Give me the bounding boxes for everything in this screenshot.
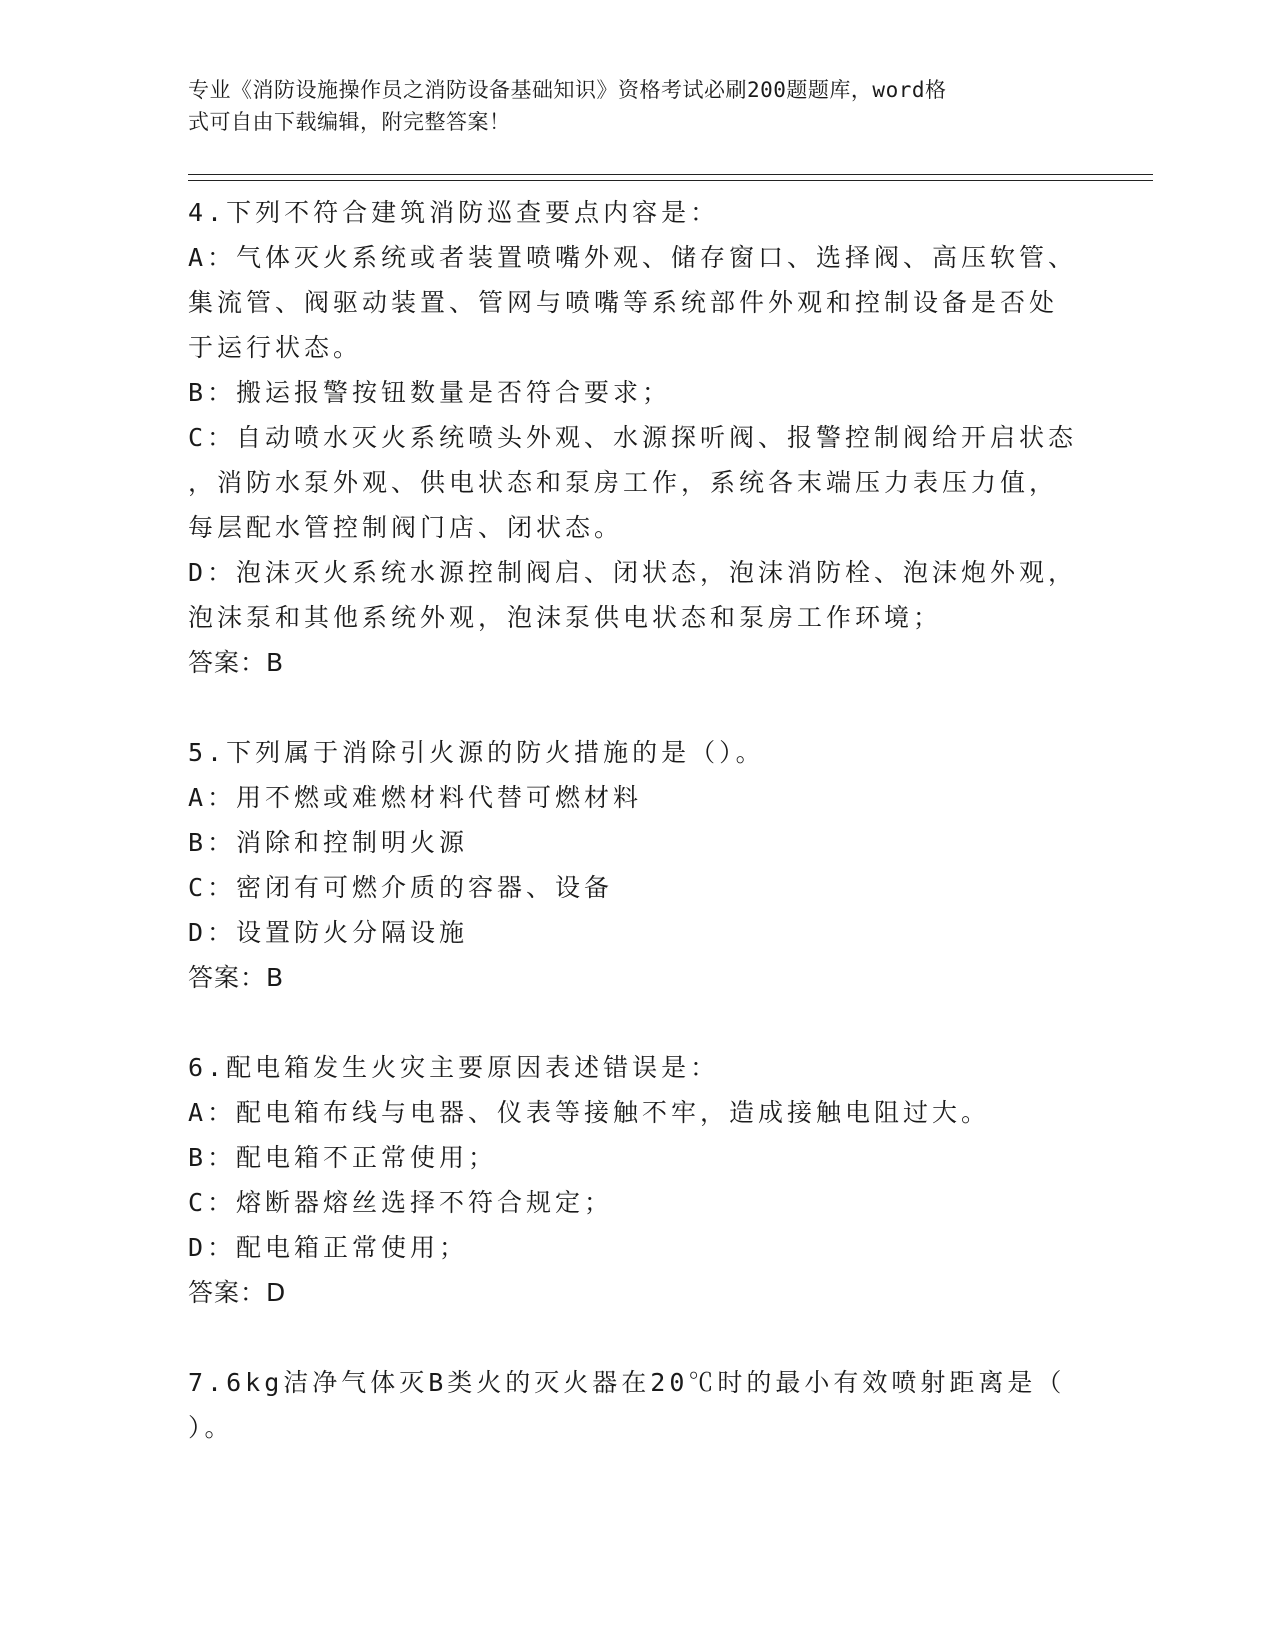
document-header xyxy=(188,74,1068,138)
option-a-line-1: A：气体灭火系统或者装置喷嘴外观、储存窗口、选择阀、高压软管、 xyxy=(188,243,1078,272)
question-spacer xyxy=(188,1315,1088,1360)
header-line-1: 专业《消防设施操作员之消防设备基础知识》资格考试必刷200题题库，word格 xyxy=(188,78,947,102)
header-line-2: 式可自由下载编辑，附完整答案！ xyxy=(188,110,511,134)
question-spacer xyxy=(188,1000,1088,1045)
question-spacer xyxy=(188,685,1088,730)
option-c-line-2: ，消防水泵外观、供电状态和泵房工作，系统各末端压力表压力值， xyxy=(188,468,1059,497)
question-stem: 4.下列不符合建筑消防巡查要点内容是： xyxy=(188,198,720,227)
question-7 xyxy=(188,1360,1088,1450)
header-divider-bottom xyxy=(188,180,1153,181)
option-a: A：配电箱布线与电器、仪表等接触不牢，造成接触电阻过大。 xyxy=(188,1098,991,1127)
answer-label: 答案：D xyxy=(188,1278,287,1307)
question-4 xyxy=(188,190,1088,685)
option-a-line-2: 集流管、阀驱动装置、管网与喷嘴等系统部件外观和控制设备是否处 xyxy=(188,288,1059,317)
option-b: B：搬运报警按钮数量是否符合要求； xyxy=(188,378,672,407)
question-5 xyxy=(188,730,1088,1000)
option-a: A：用不燃或难燃材料代替可燃材料 xyxy=(188,783,643,812)
answer-label: 答案：B xyxy=(188,963,285,992)
option-c: C：熔断器熔丝选择不符合规定； xyxy=(188,1188,614,1217)
option-b: B：消除和控制明火源 xyxy=(188,828,469,857)
question-stem: 5.下列属于消除引火源的防火措施的是（）。 xyxy=(188,738,765,767)
header-divider-top xyxy=(188,174,1153,175)
question-stem-line-2: ）。 xyxy=(188,1413,234,1442)
question-stem: 6.配电箱发生火灾主要原因表述错误是： xyxy=(188,1053,720,1082)
question-stem-line-1: 7.6kg洁净气体灭B类火的灭火器在20℃时的最小有效喷射距离是（ xyxy=(188,1368,1066,1397)
option-c-line-3: 每层配水管控制阀门店、闭状态。 xyxy=(188,513,624,542)
question-6 xyxy=(188,1045,1088,1315)
option-d: D：配电箱正常使用； xyxy=(188,1233,469,1262)
option-d: D：设置防火分隔设施 xyxy=(188,918,469,947)
option-d-line-1: D：泡沫灭火系统水源控制阀启、闭状态，泡沫消防栓、泡沫炮外观， xyxy=(188,558,1078,587)
question-list xyxy=(188,190,1088,1450)
answer-label: 答案：B xyxy=(188,648,285,677)
option-d-line-2: 泡沫泵和其他系统外观，泡沫泵供电状态和泵房工作环境； xyxy=(188,603,943,632)
option-b: B：配电箱不正常使用； xyxy=(188,1143,498,1172)
option-c-line-1: C：自动喷水灭火系统喷头外观、水源探听阀、报警控制阀给开启状态 xyxy=(188,423,1078,452)
option-c: C：密闭有可燃介质的容器、设备 xyxy=(188,873,614,902)
option-a-line-3: 于运行状态。 xyxy=(188,333,363,362)
